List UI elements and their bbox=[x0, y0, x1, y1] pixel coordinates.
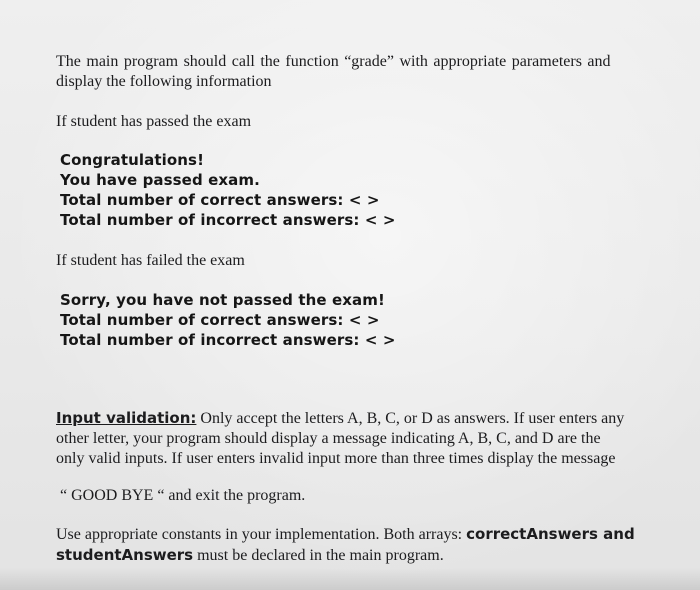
failed-heading: If student has failed the exam bbox=[56, 252, 245, 269]
failed-incorrect-count-line: Total number of incorrect answers: < > bbox=[60, 331, 396, 349]
photo-edge-shadow bbox=[0, 568, 700, 590]
constants-note-line-2-rest: must be declared in the main program. bbox=[193, 547, 444, 564]
passed-correct-count-line: Total number of correct answers: < > bbox=[60, 191, 380, 209]
failed-output-block bbox=[60, 290, 396, 350]
input-validation-line-1 bbox=[56, 408, 676, 429]
passed-heading: If student has passed the exam bbox=[56, 113, 252, 130]
input-validation-paragraph bbox=[56, 408, 676, 469]
correct-answers-array-name: correctAnswers and bbox=[466, 525, 635, 543]
input-validation-line-2: other letter, your program should display a message indicating A, B, C, and D are the bbox=[56, 430, 601, 447]
goodbye-line: “ GOOD BYE “ and exit the program. bbox=[60, 487, 306, 504]
sorry-line: Sorry, you have not passed the exam! bbox=[60, 291, 385, 309]
failed-correct-count-line: Total number of correct answers: < > bbox=[60, 311, 380, 329]
constants-note-line-1-start: Use appropriate constants in your implementation. Both arrays: bbox=[56, 526, 467, 543]
intro-line-1: The main program should call the function “grade” with appropriate parameters and bbox=[56, 53, 611, 70]
input-validation-line-1-rest: Only accept the letters A, B, C, or D as answers. If user enters any bbox=[196, 410, 625, 427]
student-answers-array-name: studentAnswers bbox=[56, 546, 194, 564]
input-validation-line-3: only valid inputs. If user enters invalid input more than three times display the message bbox=[56, 450, 616, 467]
passed-exam-line: You have passed exam. bbox=[60, 171, 260, 189]
intro-line-2: display the following information bbox=[56, 73, 272, 90]
constants-note-line-1 bbox=[56, 524, 676, 545]
passed-output-block bbox=[60, 150, 396, 230]
constants-note-paragraph bbox=[56, 524, 676, 566]
passed-incorrect-count-line: Total number of incorrect answers: < > bbox=[60, 211, 396, 229]
congratulations-line: Congratulations! bbox=[60, 151, 205, 169]
input-validation-label: Input validation: bbox=[56, 409, 197, 427]
constants-note-line-2 bbox=[56, 545, 676, 566]
intro-paragraph bbox=[56, 52, 676, 92]
